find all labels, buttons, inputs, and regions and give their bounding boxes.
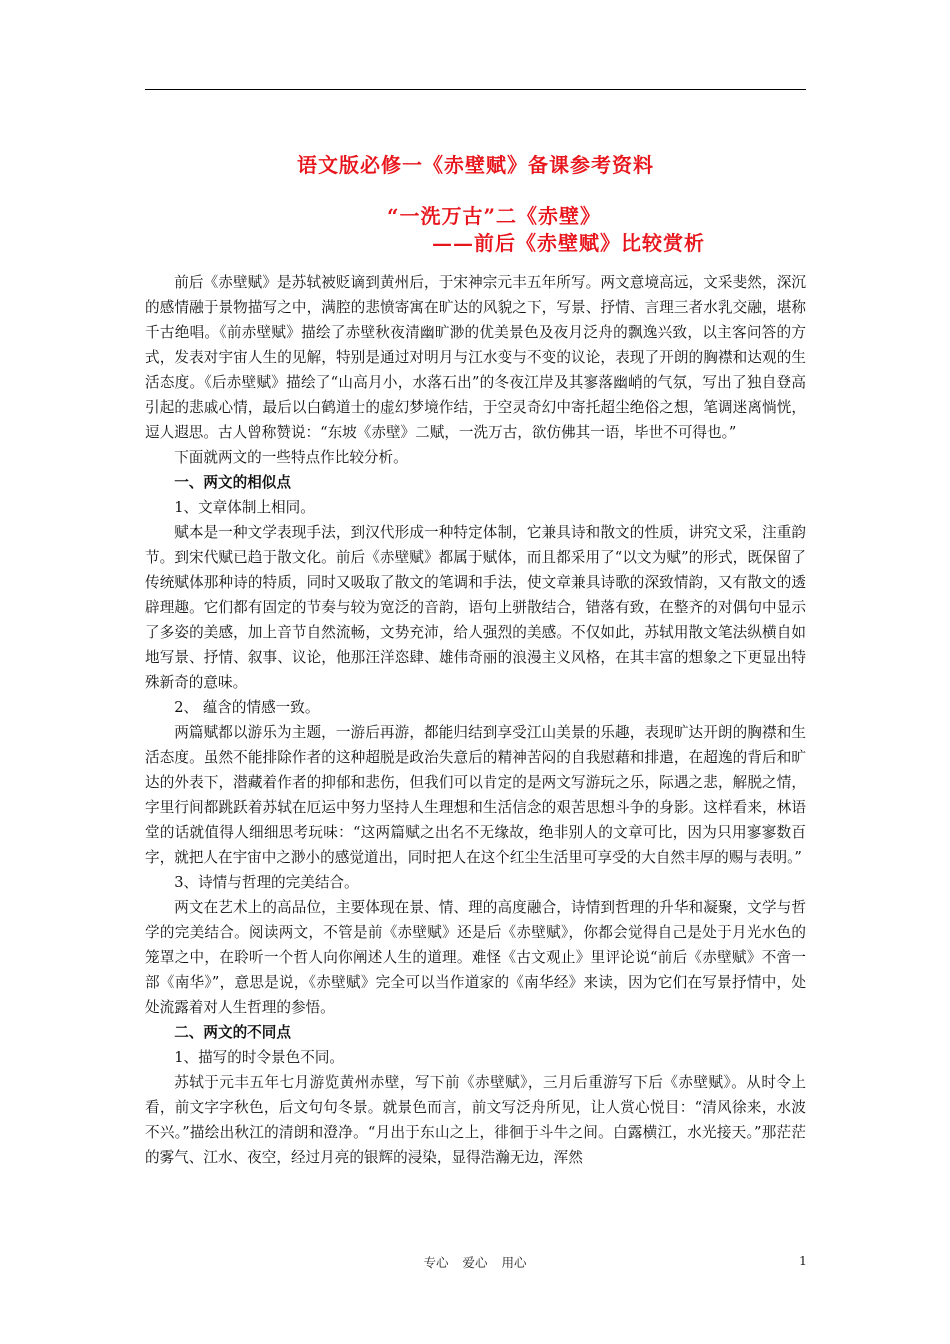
paragraph: 下面就两文的一些特点作比较分析。 (174, 449, 408, 466)
paragraph: 苏轼于元丰五年七月游览黄州赤壁，写下前《赤壁赋》，三月后重游写下后《赤壁赋》。从时令上看，前文字字秋色，后文句句冬景。就景色而言，前文写泛舟所见，让人赏心悦目：“清风徐来，水波不兴。”描绘出秋江的清朗和澄净。“月出于东山之上，徘徊于斗牛之间。白露横江，水光接天。”那茫茫的雾气、江水、夜空，经过月亮的银辉的浸染，显得浩瀚无边，浑然 (145, 1074, 806, 1166)
article-subtitle: ——前后《赤壁赋》比较赏析 (432, 231, 705, 255)
section-heading: 一、两文的相似点 (174, 474, 291, 491)
document-title: 语文版必修一《赤壁赋》备课参考资料 (297, 153, 654, 177)
paragraph: 赋本是一种文学表现手法，到汉代形成一种特定体制，它兼具诗和散文的性质，讲究文采，注重韵节。到宋代赋已趋于散文化。前后《赤壁赋》都属于赋体，而且都采用了“以文为赋”的形式，既保留了传统赋体那种诗的特质，同时又吸取了散文的笔调和手法，使文章兼具诗歌的深致情韵，又有散文的透辟理趣。它们都有固定的节奏与较为宽泛的音韵，语句上骈散结合，错落有致，在整齐的对偶句中显示了多姿的美感，加上音节自然流畅，文势充沛，给人强烈的美感。不仅如此，苏轼用散文笔法纵横自如地写景、抒情、叙事、议论，他那汪洋恣肆、雄伟奇丽的浪漫主义风格，在其丰富的想象之下更显出特殊新奇的意味。 (145, 524, 806, 691)
section-heading: 二、两文的不同点 (174, 1024, 291, 1041)
paragraph: 1、文章体制上相同。 (174, 499, 315, 516)
paragraph: 2、 蕴含的情感一致。 (174, 699, 320, 716)
paragraph: 两篇赋都以游乐为主题，一游后再游，都能归结到享受江山美景的乐趣，表现旷达开朗的胸襟和生活态度。虽然不能排除作者的这种超脱是政治失意后的精神苦闷的自我慰藉和排遣，在超逸的背后和旷达的外表下，潜藏着作者的抑郁和悲伤，但我们可以肯定的是两文写游玩之乐，际遇之悲，解脱之情，字里行间都跳跃着苏轼在厄运中努力坚持人生理想和生活信念的艰苦思想斗争的身影。这样看来，林语堂的话就值得人细细思考玩味：“这两篇赋之出名不无缘故，绝非别人的文章可比，因为只用寥寥数百字，就把人在宇宙中之渺小的感觉道出，同时把人在这个红尘生活里可享受的大自然丰厚的赐与表明。” (145, 724, 806, 866)
header-rule (145, 89, 806, 90)
paragraph: 前后《赤壁赋》是苏轼被贬谪到黄州后，于宋神宗元丰五年所写。两文意境高远，文采斐然，深沉的感情融于景物描写之中，满腔的悲愤寄寓在旷达的风貌之下，写景、抒情、言理三者水乳交融，堪称千古绝唱。《前赤壁赋》描绘了赤壁秋夜清幽旷渺的优美景色及夜月泛舟的飘逸兴致，以主客问答的方式，发表对宇宙人生的见解，特别是通过对明月与江水变与不变的议论，表现了开朗的胸襟和达观的生活态度。《后赤壁赋》描绘了“山高月小，水落石出”的冬夜江岸及其寥落幽峭的气氛，写出了独自登高引起的悲戚心情，最后以白鹤道士的虚幻梦境作结，于空灵奇幻中寄托超尘绝俗之想，笔调迷离惝恍，逗人遐思。古人曾称赞说：“东坡《赤壁》二赋，一洗万古，欲仿佛其一语，毕世不可得也。” (145, 274, 806, 441)
paragraph: 两文在艺术上的高品位，主要体现在景、情、理的高度融合，诗情到哲理的升华和凝聚，文学与哲学的完美结合。阅读两文，不管是前《赤壁赋》还是后《赤壁赋》，你都会觉得自己是处于月光水色的笼罩之中，在聆听一个哲人向你阐述人生的道理。难怪《古文观止》里评论说“前后《赤壁赋》不啻一部《南华》”，意思是说，《赤壁赋》完全可以当作道家的《南华经》来读，因为它们在写景抒情中，处处流露着对人生哲理的参悟。 (145, 899, 806, 1016)
page-number: 1 (799, 1253, 807, 1268)
footer-motto: 专心 爱心 用心 (423, 1255, 527, 1270)
paragraph: 3、诗情与哲理的完美结合。 (174, 874, 359, 891)
paragraph: 1、描写的时令景色不同。 (174, 1049, 345, 1066)
article-body (145, 270, 806, 1170)
article-title: “一洗万古”二《赤壁》 (387, 204, 602, 228)
